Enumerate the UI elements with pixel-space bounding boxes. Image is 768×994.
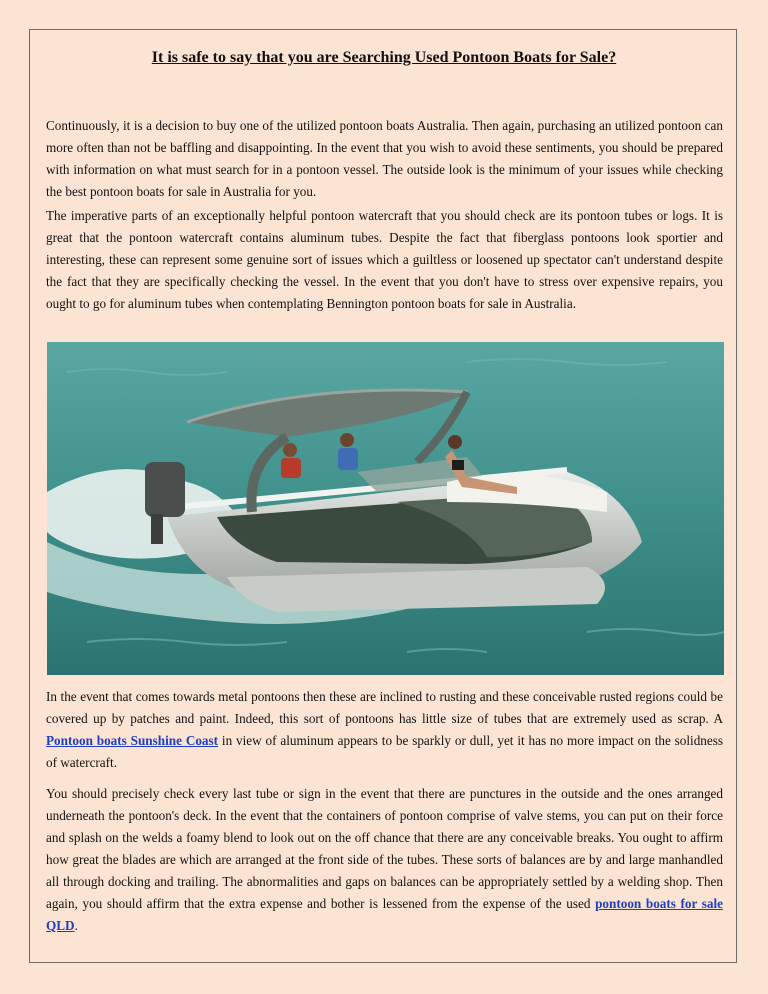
link-pontoon-boats-sunshine-coast[interactable]: Pontoon boats Sunshine Coast [46,733,219,748]
paragraph-4: You should precisely check every last tube or sign in the event that there are punctures in the outside and the ones arranged underneath the pontoon's deck. In the event that the containers of pontoon comprise of valve stems, you can put on their force and splash on the welds a foamy blend to look out on the off chance that there are any conceivable breaks. You ought to affirm how great the blades are which are arranged at the front side of the tubes. These sorts of balances are by and large manhandled all through docking and trailing. The abnormalities and gaps on balances can be appropriately settled by a welding shop. Then again, you should affirm that the extra expense and bother is lessened from the expense of the used pontoon boats for sale QLD. [46,786,723,933]
paragraph-1: Continuously, it is a decision to buy one of the utilized pontoon boats Australia. Then again, purchasing an utilized pontoon can more often than not be baffling and disappointing. In the event that you wish to avoid these sentiments, you should be prepared with information on what must search for in a pontoon vessel. The outside look is the minimum of your issues while checking the best pontoon boats for sale in Australia for you. [46,118,723,199]
pontoon-boat-photo [47,342,724,675]
page-title: It is safe to say that you are Searching Used Pontoon Boats for Sale? [151,49,617,66]
link-pontoon-boats-for-sale-qld[interactable]: pontoon boats for sale QLD [46,896,723,933]
paragraph-2: The imperative parts of an exceptionally helpful pontoon watercraft that you should check are its pontoon tubes or logs. It is great that the pontoon watercraft contains aluminum tubes. Despite the fact that fiberglass pontoons look sportier and interesting, these can represent some genuine sort of issues which a guiltless or loosened up spectator can't understand despite the fact that they are specifically checking the vessel. In the event that you don't have to stress over expensive repairs, you ought to go for aluminum tubes when contemplating Bennington pontoon boats for sale in Australia. [46,208,723,311]
paragraph-3: In the event that comes towards metal pontoons then these are inclined to rusting and these conceivable rusted regions could be covered up by patches and paint. Indeed, this sort of pontoons has little size of tubes that are extremely used as scrap. A Pontoon boats Sunshine Coast in view of aluminum appears to be sparkly or dull, yet it has no more impact on the solidness of watercraft. [46,689,724,770]
